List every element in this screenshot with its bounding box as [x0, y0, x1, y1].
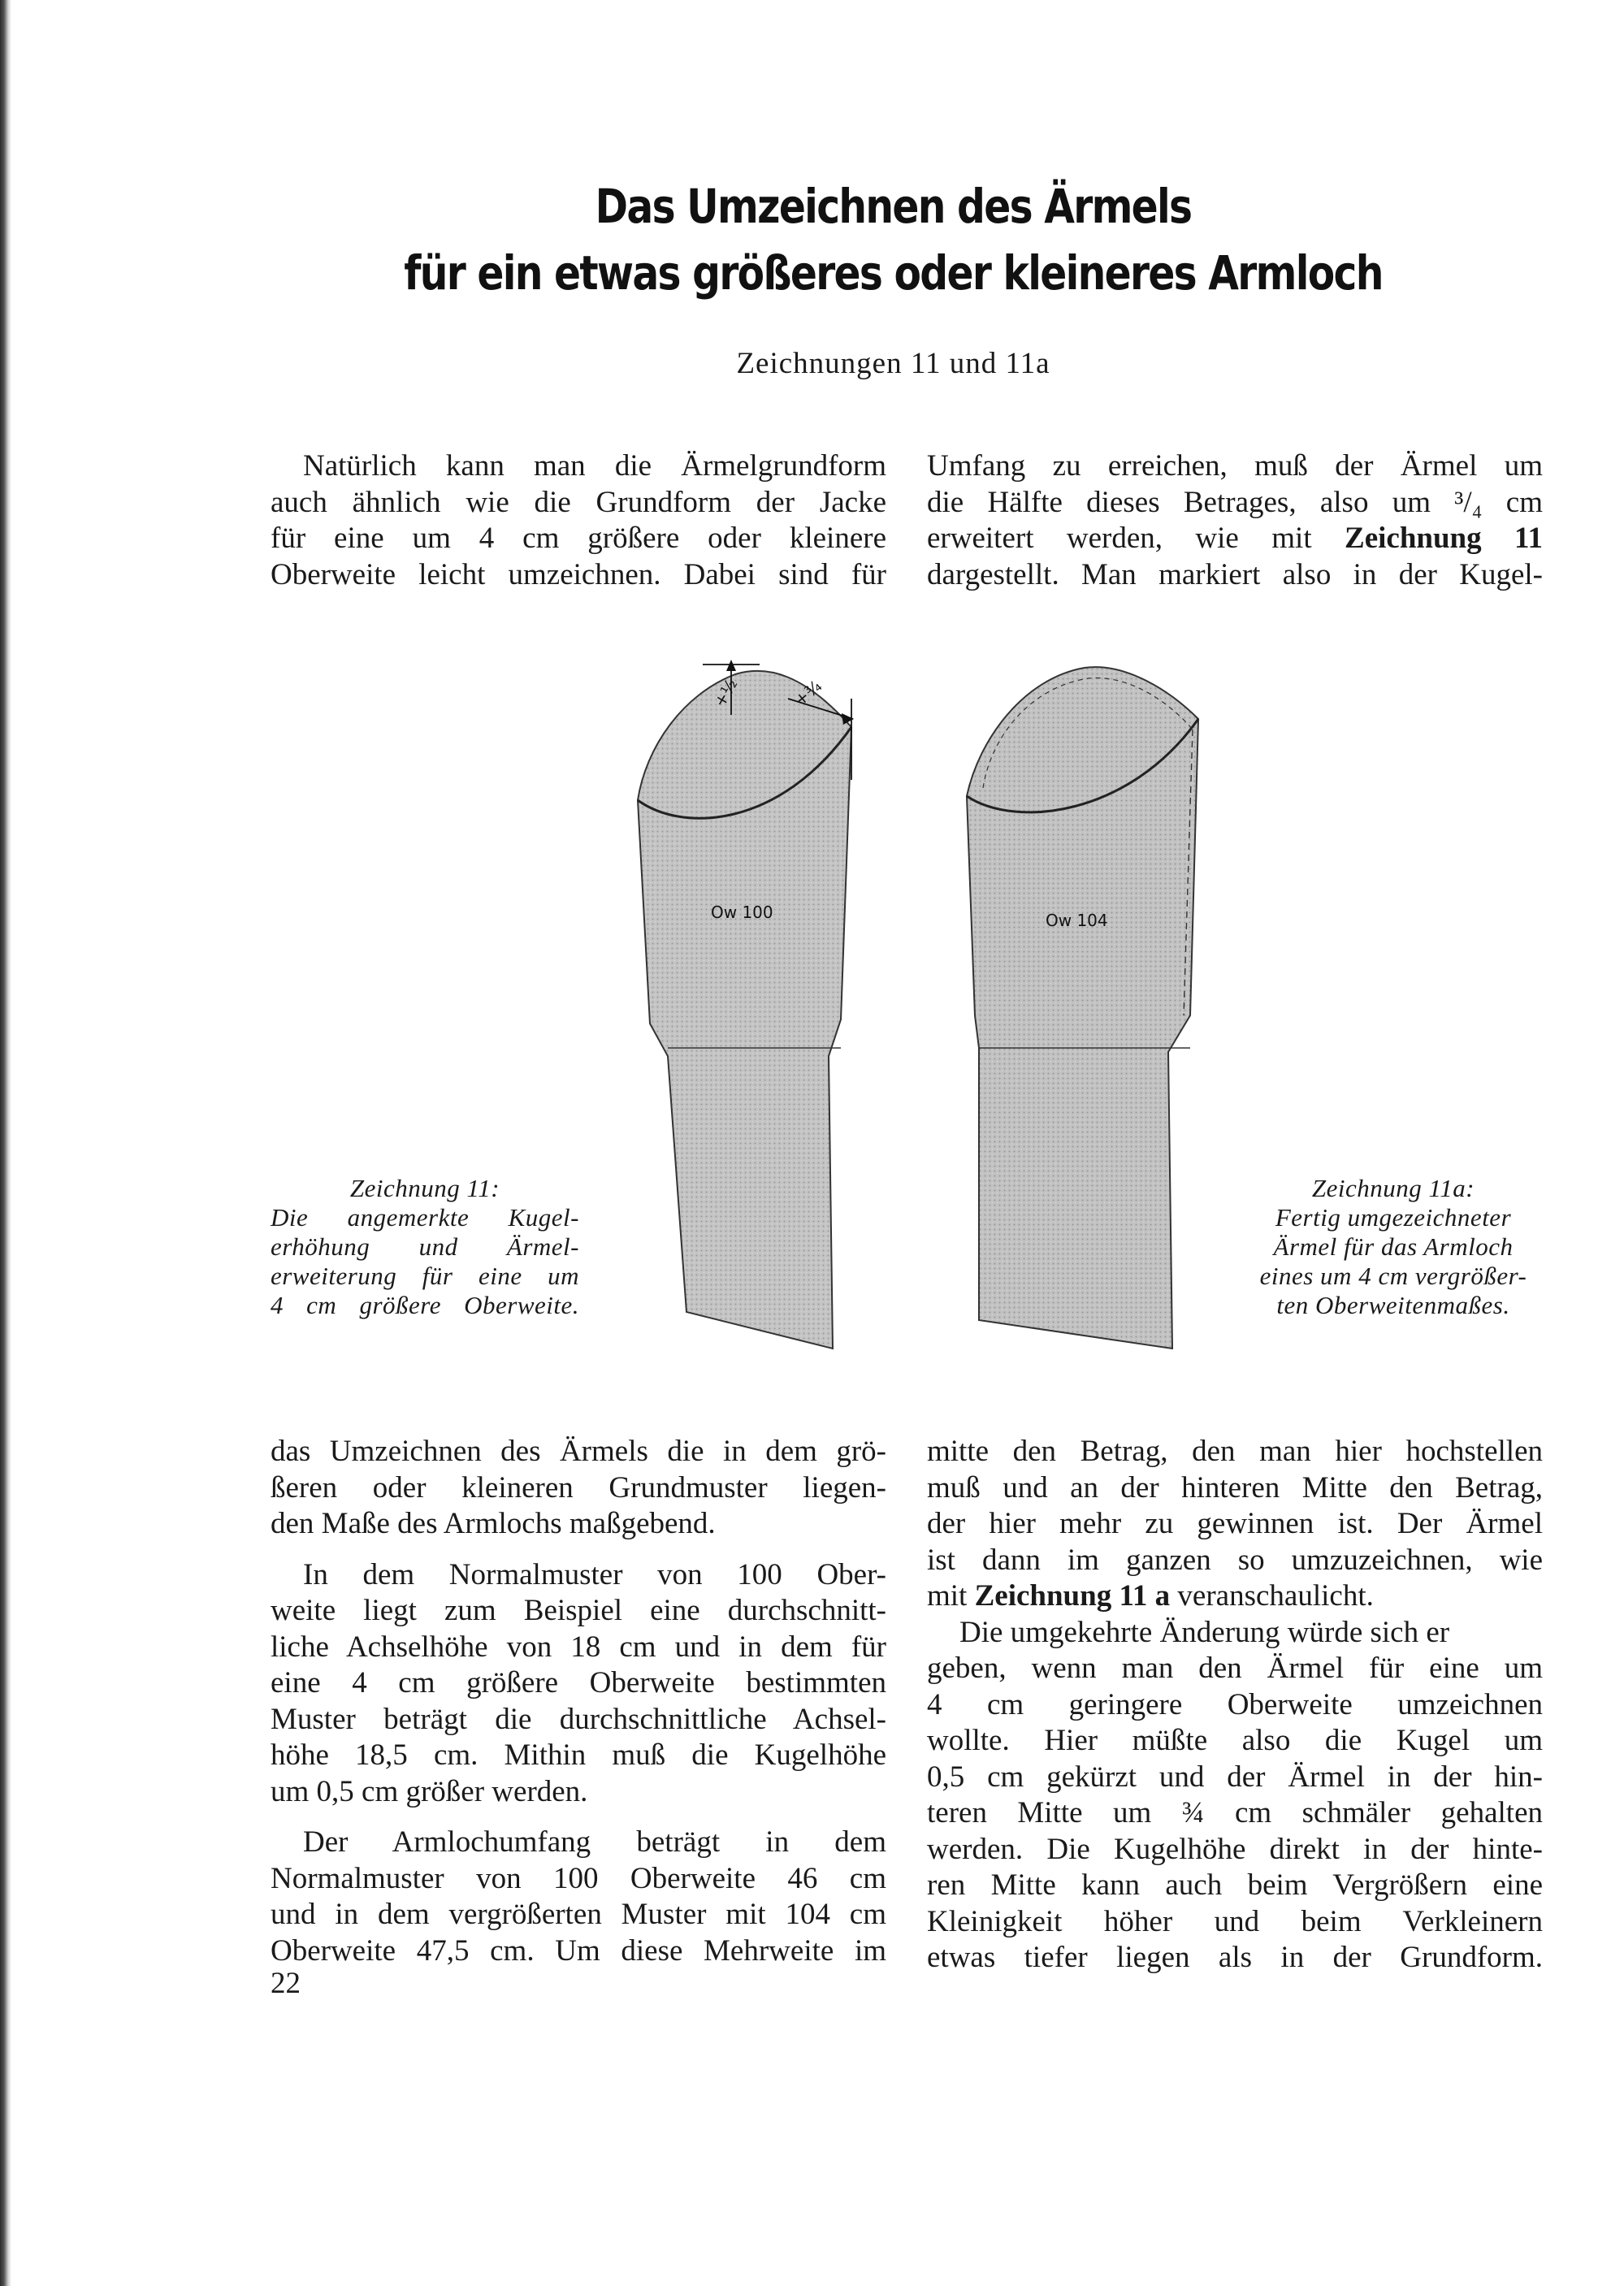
text-line: ist dann im ganzen so umzuzeichnen, wie [927, 1543, 1543, 1577]
text-line: Der Armlochumfang beträgt in dem [303, 1825, 886, 1859]
text-line: weite liegt zum Beispiel eine durchschnitt- [271, 1594, 886, 1627]
text-line: und in dem vergrößerten Muster mit 104 cm [271, 1898, 886, 1931]
text-line: 4 cm geringere Oberweite umzeichnen [927, 1687, 1543, 1721]
text-line: geben, wenn man den Ärmel für eine um [927, 1652, 1543, 1685]
caption-line: eines um 4 cm vergrößer- [1259, 1262, 1527, 1290]
page-subtitle: Zeichnungen 11 und 11a [736, 347, 1050, 380]
page-number: 22 [271, 1967, 301, 2000]
page-scan-edge [0, 0, 11, 2286]
sleeve-size-label: Ow 104 [1046, 911, 1108, 930]
caption-line: Die angemerkte Kugel- [271, 1203, 579, 1232]
text-line: mitte den Betrag, den man hier hochstellen [927, 1435, 1543, 1468]
text-line: Kleinigkeit höher und beim Verkleinern [927, 1904, 1543, 1938]
text-line: Umfang zu erreichen, muß der Ärmel um [927, 449, 1543, 483]
caption-figure-11a [1239, 1174, 1548, 1320]
text-line: für eine um 4 cm größere oder kleinere [271, 522, 886, 555]
text-line: das Umzeichnen des Ärmels die in dem grö- [271, 1435, 886, 1468]
sleeve-drawing-11a [955, 658, 1215, 1365]
text-line: Die umgekehrte Änderung würde sich er [959, 1615, 1450, 1649]
caption-line: 4 cm größere Oberweite. [271, 1291, 579, 1319]
caption-line: erhöhung und Ärmel- [271, 1232, 579, 1261]
page-title-line1: Das Umzeichnen des Ärmels [595, 179, 1192, 234]
intro-right-column [927, 448, 1543, 593]
text-line: dargestellt. Man markiert also in der Kugel- [927, 557, 1543, 591]
text-line: um 0,5 cm größer werden. [271, 1774, 588, 1808]
text-line: liche Achselhöhe von 18 cm und in dem für [271, 1630, 886, 1664]
text-line: Oberweite 47,5 cm. Um diese Mehrweite im [271, 1933, 886, 1968]
text-line: etwas tiefer liegen als in der Grundform. [927, 1941, 1543, 1974]
text-line: wollte. Hier müßte also die Kugel um [927, 1724, 1543, 1757]
text-fragment: erweitert werden, wie mit [927, 522, 1345, 555]
page-title-line2: für ein etwas größeres oder kleineres Armloch [404, 245, 1383, 301]
body-right-column [927, 1434, 1543, 1976]
sleeve-size-label: Ow 100 [711, 903, 773, 922]
text-fragment: veranschaulicht. [1170, 1579, 1374, 1613]
figure-reference: Zeichnung 11 [1345, 522, 1543, 555]
text-line: Muster beträgt die durchschnittliche Achsel- [271, 1702, 886, 1736]
text-line: ßeren oder kleineren Grundmuster liegen- [271, 1470, 886, 1505]
text-line: höhe 18,5 cm. Mithin muß die Kugelhöhe [271, 1738, 886, 1772]
text-line [927, 1578, 1543, 1615]
caption-line: Zeichnung 11a: [1311, 1174, 1475, 1202]
text-line: 0,5 cm gekürzt und der Ärmel in der hin- [927, 1760, 1543, 1794]
text-line: die Hälfte dieses Betrages, also um ³/₄ cm [927, 485, 1543, 519]
body-left-column [271, 1434, 886, 1969]
text-line: werden. Die Kugelhöhe direkt in der hinte- [927, 1832, 1543, 1866]
intro-left-column [271, 448, 886, 593]
figure-reference: Zeichnung 11 a [974, 1579, 1171, 1613]
caption-line: Fertig umgezeichneter [1275, 1203, 1512, 1232]
text-line: ren Mitte kann auch beim Vergrößern eine [927, 1868, 1543, 1902]
text-line [927, 521, 1543, 557]
text-line: Natürlich kann man die Ärmelgrundform [303, 449, 886, 483]
text-fragment: mit [927, 1579, 975, 1613]
sleeve-drawing-11 [617, 650, 886, 1365]
caption-line: Ärmel für das Armloch [1273, 1232, 1514, 1261]
caption-line: ten Oberweitenmaßes. [1276, 1291, 1510, 1319]
text-line: In dem Normalmuster von 100 Ober- [303, 1557, 886, 1591]
text-line: eine 4 cm größere Oberweite bestimmten [271, 1666, 886, 1699]
text-line: auch ähnlich wie die Grundform der Jacke [271, 485, 886, 519]
dimension-threequarter: +¾ [790, 676, 825, 710]
text-line: den Maße des Armlochs maßgebend. [271, 1507, 716, 1540]
caption-line: Zeichnung 11: [349, 1174, 500, 1202]
text-line: der hier mehr zu gewinnen ist. Der Ärmel [927, 1507, 1543, 1540]
text-line: muß und an der hinteren Mitte den Betrag, [927, 1470, 1543, 1505]
text-line: teren Mitte um ¾ cm schmäler gehalten [927, 1796, 1543, 1829]
text-line: Oberweite leicht umzeichnen. Dabei sind für [271, 557, 886, 591]
caption-figure-11 [271, 1174, 579, 1320]
dimension-half: +½ [709, 675, 742, 711]
caption-line: erweiterung für eine um [271, 1262, 579, 1290]
text-line: Normalmuster von 100 Oberweite 46 cm [271, 1861, 886, 1895]
